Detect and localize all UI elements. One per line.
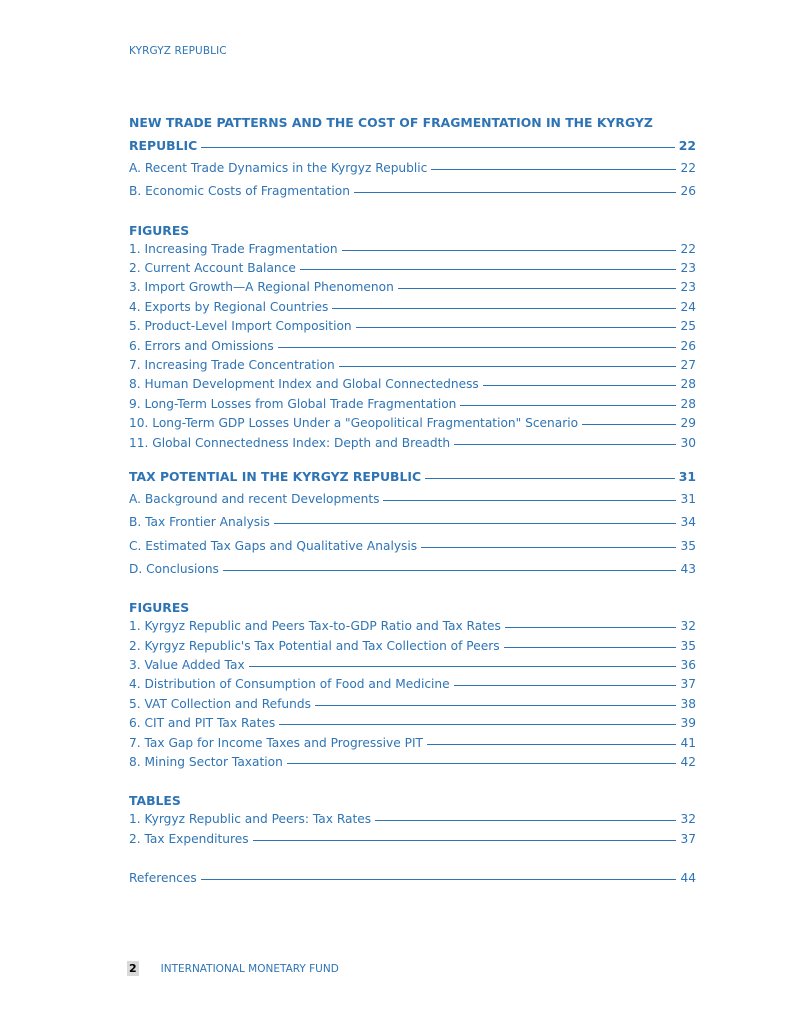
toc-entry-figure[interactable] [129,675,696,694]
entry-label: 8. Human Development Index and Global Connectedness [129,377,479,392]
entry-label: 2. Tax Expenditures [129,831,249,846]
toc-entry-figure[interactable] [129,637,696,656]
page-number: 28 [680,396,696,411]
toc-entry-figure[interactable] [129,395,696,414]
toc-entry-figure[interactable] [129,337,696,356]
toc-entry-figure[interactable] [129,617,696,636]
leader-line [278,347,677,348]
leader-line [201,879,677,880]
spacer [129,849,696,869]
entry-label: 4. Exports by Regional Countries [129,299,329,314]
leader-line [427,744,677,745]
tables-heading: TABLES [129,793,181,809]
leader-line [274,523,677,524]
page-number: 37 [680,677,696,692]
page-number: 32 [680,619,696,634]
chapter-2-title-entry[interactable] [129,465,696,488]
leader-line [454,685,677,686]
page-number: 32 [680,812,696,827]
entry-label: 8. Mining Sector Taxation [129,754,283,769]
page-number: 27 [680,358,696,373]
toc-entry-figure[interactable] [129,259,696,278]
running-head: KYRGYZ REPUBLIC [129,45,227,57]
leader-line [201,147,675,148]
toc-entry-figure[interactable] [129,317,696,336]
entry-label: A. Background and recent Developments [129,492,380,507]
chapter-1-title-line-1: NEW TRADE PATTERNS AND THE COST OF FRAGMENTATION IN THE KYRGYZ [129,115,653,130]
leader-line [249,666,677,667]
entry-label: 6. CIT and PIT Tax Rates [129,716,276,731]
entry-label: 9. Long-Term Losses from Global Trade Fragmentation [129,396,457,411]
page-number: 28 [680,377,696,392]
entry-label: 3. Value Added Tax [129,657,245,672]
entry-label: D. Conclusions [129,561,219,576]
entry-label: 1. Increasing Trade Fragmentation [129,241,338,256]
page-number: 23 [680,280,696,295]
leader-line [454,444,676,445]
leader-line [223,570,677,571]
leader-line [483,385,677,386]
leader-line [339,366,677,367]
toc-entry-figure[interactable] [129,434,696,453]
entry-label: 1. Kyrgyz Republic and Peers: Tax Rates [129,812,372,827]
page-number: 23 [680,261,696,276]
toc-entry-section-b[interactable] [129,180,696,203]
page-number: 43 [680,561,696,576]
page-number: 30 [680,435,696,450]
page-number: 35 [680,638,696,653]
toc-entry-figure[interactable] [129,734,696,753]
entry-label: A. Recent Trade Dynamics in the Kyrgyz Republic [129,161,428,176]
page-number: 25 [680,319,696,334]
entry-label: 4. Distribution of Consumption of Food and Medicine [129,677,450,692]
leader-line [582,424,676,425]
chapter-2-title: TAX POTENTIAL IN THE KYRGYZ REPUBLIC [129,469,422,485]
leader-line [315,705,677,706]
figures-heading: FIGURES [129,600,190,616]
page-footer [127,961,339,976]
entry-label: 7. Increasing Trade Concentration [129,358,335,373]
page-number: 41 [680,735,696,750]
page-number: 34 [680,515,696,530]
toc-entry-section-a[interactable] [129,157,696,180]
leader-line [505,627,677,628]
entry-label: C. Estimated Tax Gaps and Qualitative Analysis [129,538,418,553]
leader-line [425,478,675,479]
page-number: 26 [680,184,696,199]
toc-entry-figure[interactable] [129,714,696,733]
page-number: 29 [680,416,696,431]
leader-line [375,820,676,821]
page-number: 44 [680,871,696,886]
leader-line [354,192,677,193]
entry-label: B. Economic Costs of Fragmentation [129,184,350,199]
toc-entry-figure[interactable] [129,240,696,259]
entry-label: References [129,871,197,886]
entry-label: 6. Errors and Omissions [129,338,274,353]
page-number: 31 [680,492,696,507]
page-number: 37 [680,831,696,846]
footer-publisher: INTERNATIONAL MONETARY FUND [160,962,339,975]
page-number: 35 [680,538,696,553]
toc-entry-figure[interactable] [129,753,696,772]
leader-line [342,250,677,251]
leader-line [356,327,677,328]
entry-label: 5. VAT Collection and Refunds [129,696,311,711]
toc-entry-figure[interactable] [129,356,696,375]
toc-entry-section-a[interactable] [129,488,696,511]
entry-label: 5. Product-Level Import Composition [129,319,352,334]
page-number: 24 [680,299,696,314]
toc-entry-section-b[interactable] [129,511,696,534]
leader-line [421,547,676,548]
entry-label: 2. Kyrgyz Republic's Tax Potential and Tax Collection of Peers [129,638,500,653]
page-number: 22 [680,241,696,256]
page-number: 38 [680,696,696,711]
page-number: 22 [680,161,696,176]
page-number: 39 [680,716,696,731]
toc-entry-section-c[interactable] [129,535,696,558]
footer-page-number: 2 [129,962,137,975]
page-number: 42 [680,754,696,769]
table-of-contents [129,111,696,889]
chapter-1-title-entry[interactable] [129,134,696,157]
toc-entry-figure[interactable] [129,656,696,675]
toc-entry-section-d[interactable] [129,558,696,581]
entry-label: 3. Import Growth—A Regional Phenomenon [129,280,394,295]
leader-line [383,500,676,501]
leader-line [332,308,676,309]
figures-heading: FIGURES [129,222,190,238]
entry-label: 2. Current Account Balance [129,261,296,276]
spacer [129,453,696,465]
toc-entry-figure[interactable] [129,375,696,394]
leader-line [460,405,676,406]
toc-entry-figure[interactable] [129,414,696,433]
entry-label: 7. Tax Gap for Income Taxes and Progressive PIT [129,735,423,750]
leader-line [279,724,676,725]
entry-label: B. Tax Frontier Analysis [129,515,270,530]
leader-line [431,169,676,170]
toc-entry-table[interactable] [129,830,696,849]
toc-entry-table[interactable] [129,810,696,829]
toc-entry-figure[interactable] [129,695,696,714]
page-number: 31 [678,469,696,485]
toc-entry-figure[interactable] [129,298,696,317]
entry-label: 1. Kyrgyz Republic and Peers Tax-to-GDP Ratio and Tax Rates [129,619,501,634]
entry-label: 11. Global Connectedness Index: Depth and Breadth [129,435,451,450]
entry-label: 10. Long-Term GDP Losses Under a "Geopolitical Fragmentation" Scenario [129,416,579,431]
toc-entry-figure[interactable] [129,278,696,297]
leader-line [504,647,677,648]
page-number: 26 [680,338,696,353]
leader-line [398,288,677,289]
leader-line [253,840,677,841]
toc-entry-references[interactable] [129,869,696,888]
page-number: 36 [680,657,696,672]
leader-line [287,763,677,764]
chapter-1-title-line-2: REPUBLIC [129,138,198,153]
leader-line [300,269,677,270]
page-number: 22 [678,138,696,153]
